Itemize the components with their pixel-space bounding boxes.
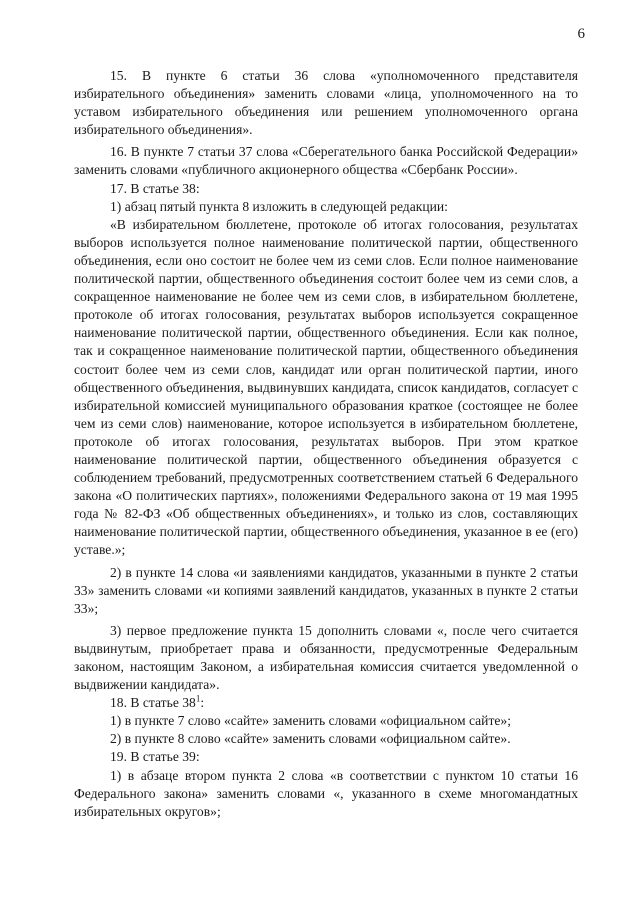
paragraph-17-heading: 17. В статье 38: bbox=[110, 180, 200, 196]
paragraph-19-item-1: 1) в абзаце втором пункта 2 слова «в соответствии с пунктом 10 статьи 16 Федерального закона» заменить словами «, указанного в схеме многомандатных избирательных округов»; bbox=[74, 767, 578, 819]
paragraph-17-quote: «В избирательном бюллетене, протоколе об итогах голосования, результатах выборов используется полное наименование политической партии, общественного объединения, если оно состоит не более чем из семи слов. Если полное наименование политической партии, общественного объединения состоит более чем из семи слов, а сокращенное наименование не более чем из семи слов, в избирательном бюллетене, протоколе об итогах голосования, результатах выборов используется сокращенное наименование политической партии, общественного объединения. Если как полное, так и сокращенное наименование политической партии, общественного объединения состоит более чем из семи слов, кандидат или орган политической партии, иного общественного объединения, выдвинувших кандидата, список кандидатов, согласует с избирательной комиссией муниципального образования краткое (состоящее не более чем из семи слов) наименование, которое используется в избирательном бюллетене, протоколе об итогах голосования, результатах выборов. При этом краткое наименование политической партии, общественного объединения образуется с соблюдением требований, предусмотренных соответствением статьей 6 Федерального закона «О политических партиях», положениями Федерального закона от 19 мая 1995 года № 82-ФЗ «Об общественных объединениях», и только из слов, составляющих наименование политической партии, общественного объединения, указанное в ее (его) уставе.»; bbox=[74, 216, 578, 558]
paragraph-19-heading: 19. В статье 39: bbox=[110, 749, 200, 765]
page-number: 6 bbox=[577, 26, 585, 42]
paragraph-18-heading bbox=[74, 694, 578, 712]
paragraph-18-item-2: 2) в пункте 8 слово «сайте» заменить словами «официальном сайте». bbox=[110, 731, 511, 747]
article-18-superscript: 1 bbox=[195, 693, 201, 704]
document-body bbox=[74, 67, 578, 821]
article-18-prefix: 18. В статье 38 bbox=[110, 695, 196, 711]
paragraph-17-item-2: 2) в пункте 14 слова «и заявлениями кандидатов, указанными в пункте 2 статьи 33» заменить словами «и копиями заявлений кандидатов, указанных в пункте 2 статьи 33»; bbox=[74, 564, 578, 616]
paragraph-15: 15. В пункте 6 статьи 36 слова «уполномоченного представителя избирательного объединения» заменить словами «лица, уполномоченного на то уставом избирательного объединения или решением уполномоченного органа избирательного объединения». bbox=[74, 68, 578, 138]
paragraph-17-item-3: 3) первое предложение пункта 15 дополнить словами «, после чего считается выдвинутым, приобретает права и обязанности, предусмотренные Федеральным законом, настоящим Законом, а избирательная комиссия считается уведомленной о выдвижении кандидата». bbox=[74, 622, 578, 693]
paragraph-18-item-1: 1) в пункте 7 слово «сайте» заменить словами «официальном сайте»; bbox=[110, 713, 512, 729]
article-18-suffix: : bbox=[200, 695, 205, 711]
paragraph-17-item-1: 1) абзац пятый пункта 8 изложить в следующей редакции: bbox=[110, 198, 448, 214]
paragraph-16: 16. В пункте 7 статьи 37 слова «Сберегательного банка Российской Федерации» заменить словами «публичного акционерного общества «Сбербанк России». bbox=[74, 144, 578, 178]
